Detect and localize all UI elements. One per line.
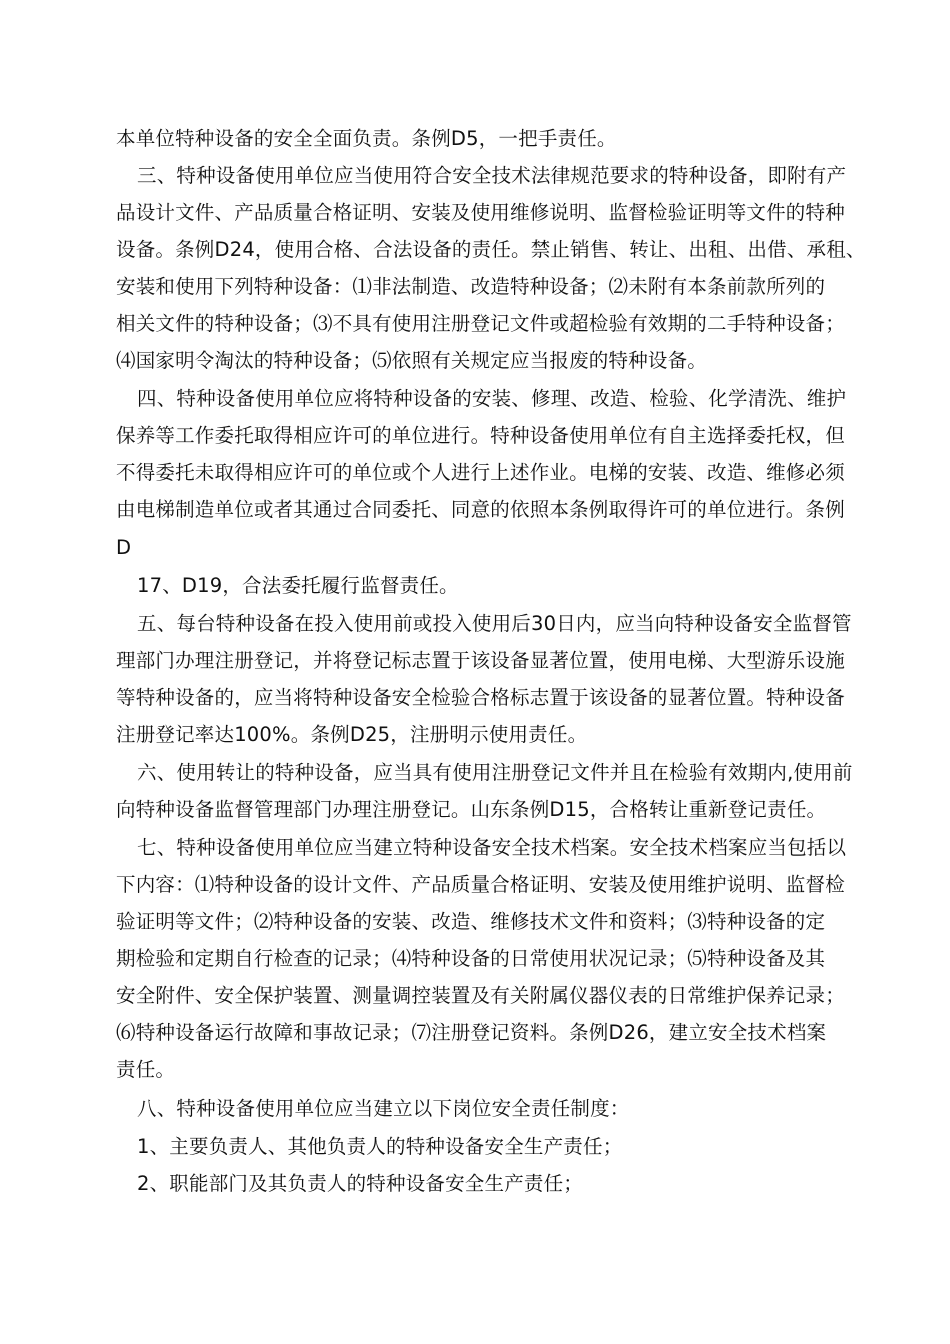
text-line: 四、特种设备使用单位应将特种设备的安装、修理、改造、检验、化学清洗、维护 [137, 387, 847, 410]
text-line: 五、每台特种设备在投入使用前或投入使用后30日内，应当向特种设备安全监督管 [137, 612, 852, 635]
text-line: ⑷国家明令淘汰的特种设备；⑸依照有关规定应当报废的特种设备。 [116, 349, 708, 372]
text-line: 2、职能部门及其负责人的特种设备安全生产责任； [137, 1172, 584, 1195]
text-line: 设备。条例D24，使用合格、合法设备的责任。禁止销售、转让、出租、出借、承租、 [116, 238, 866, 261]
text-line: 八、特种设备使用单位应当建立以下岗位安全责任制度： [137, 1097, 630, 1120]
text-line: 安全附件、安全保护装置、测量调控装置及有关附属仪器仪表的日常维护保养记录； [116, 984, 845, 1007]
text-line: 1、主要负责人、其他负责人的特种设备安全生产责任； [137, 1135, 623, 1158]
text-line: 品设计文件、产品质量合格证明、安装及使用维修说明、监督检验证明等文件的特种 [116, 201, 845, 224]
text-line: 由电梯制造单位或者其通过合同委托、同意的依照本条例取得许可的单位进行。条例 [116, 498, 845, 521]
text-line: 注册登记率达100%。条例D25，注册明示使用责任。 [116, 723, 588, 746]
text-line: 向特种设备监督管理部门办理注册登记。山东条例D15，合格转让重新登记责任。 [116, 798, 827, 821]
text-line: 六、使用转让的特种设备，应当具有使用注册登记文件并且在检验有效期内,使用前 [137, 761, 853, 784]
text-line: 安装和使用下列特种设备：⑴非法制造、改造特种设备；⑵未附有本条前款所列的 [116, 275, 826, 298]
text-line: 期检验和定期自行检查的记录；⑷特种设备的日常使用状况记录；⑸特种设备及其 [116, 947, 826, 970]
text-line: 等特种设备的，应当将特种设备安全检验合格标志置于该设备的显著位置。特种设备 [116, 686, 845, 709]
text-line: 三、特种设备使用单位应当使用符合安全技术法律规范要求的特种设备，即附有产 [137, 164, 847, 187]
text-line: 验证明等文件；⑵特种设备的安装、改造、维修技术文件和资料；⑶特种设备的定 [116, 910, 826, 933]
text-line: 17、D19，合法委托履行监督责任。 [137, 574, 459, 597]
text-line: 理部门办理注册登记，并将登记标志置于该设备显著位置，使用电梯、大型游乐设施 [116, 649, 845, 672]
text-line: 保养等工作委托取得相应许可的单位进行。特种设备使用单位有自主选择委托权，但 [116, 424, 845, 447]
text-line: 不得委托未取得相应许可的单位或个人进行上述作业。电梯的安装、改造、维修必须 [116, 461, 845, 484]
text-line: D [116, 536, 132, 559]
text-line: 本单位特种设备的安全全面负责。条例D5，一把手责任。 [116, 127, 617, 150]
text-line: 七、特种设备使用单位应当建立特种设备安全技术档案。安全技术档案应当包括以 [137, 836, 847, 859]
text-line: 下内容：⑴特种设备的设计文件、产品质量合格证明、安装及使用维护说明、监督检 [116, 873, 845, 896]
text-line: 责任。 [116, 1058, 176, 1081]
text-line: ⑹特种设备运行故障和事故记录；⑺注册登记资料。条例D26，建立安全技术档案 [116, 1021, 827, 1044]
text-line: 相关文件的特种设备；⑶不具有使用注册登记文件或超检验有效期的二手特种设备； [116, 312, 845, 335]
